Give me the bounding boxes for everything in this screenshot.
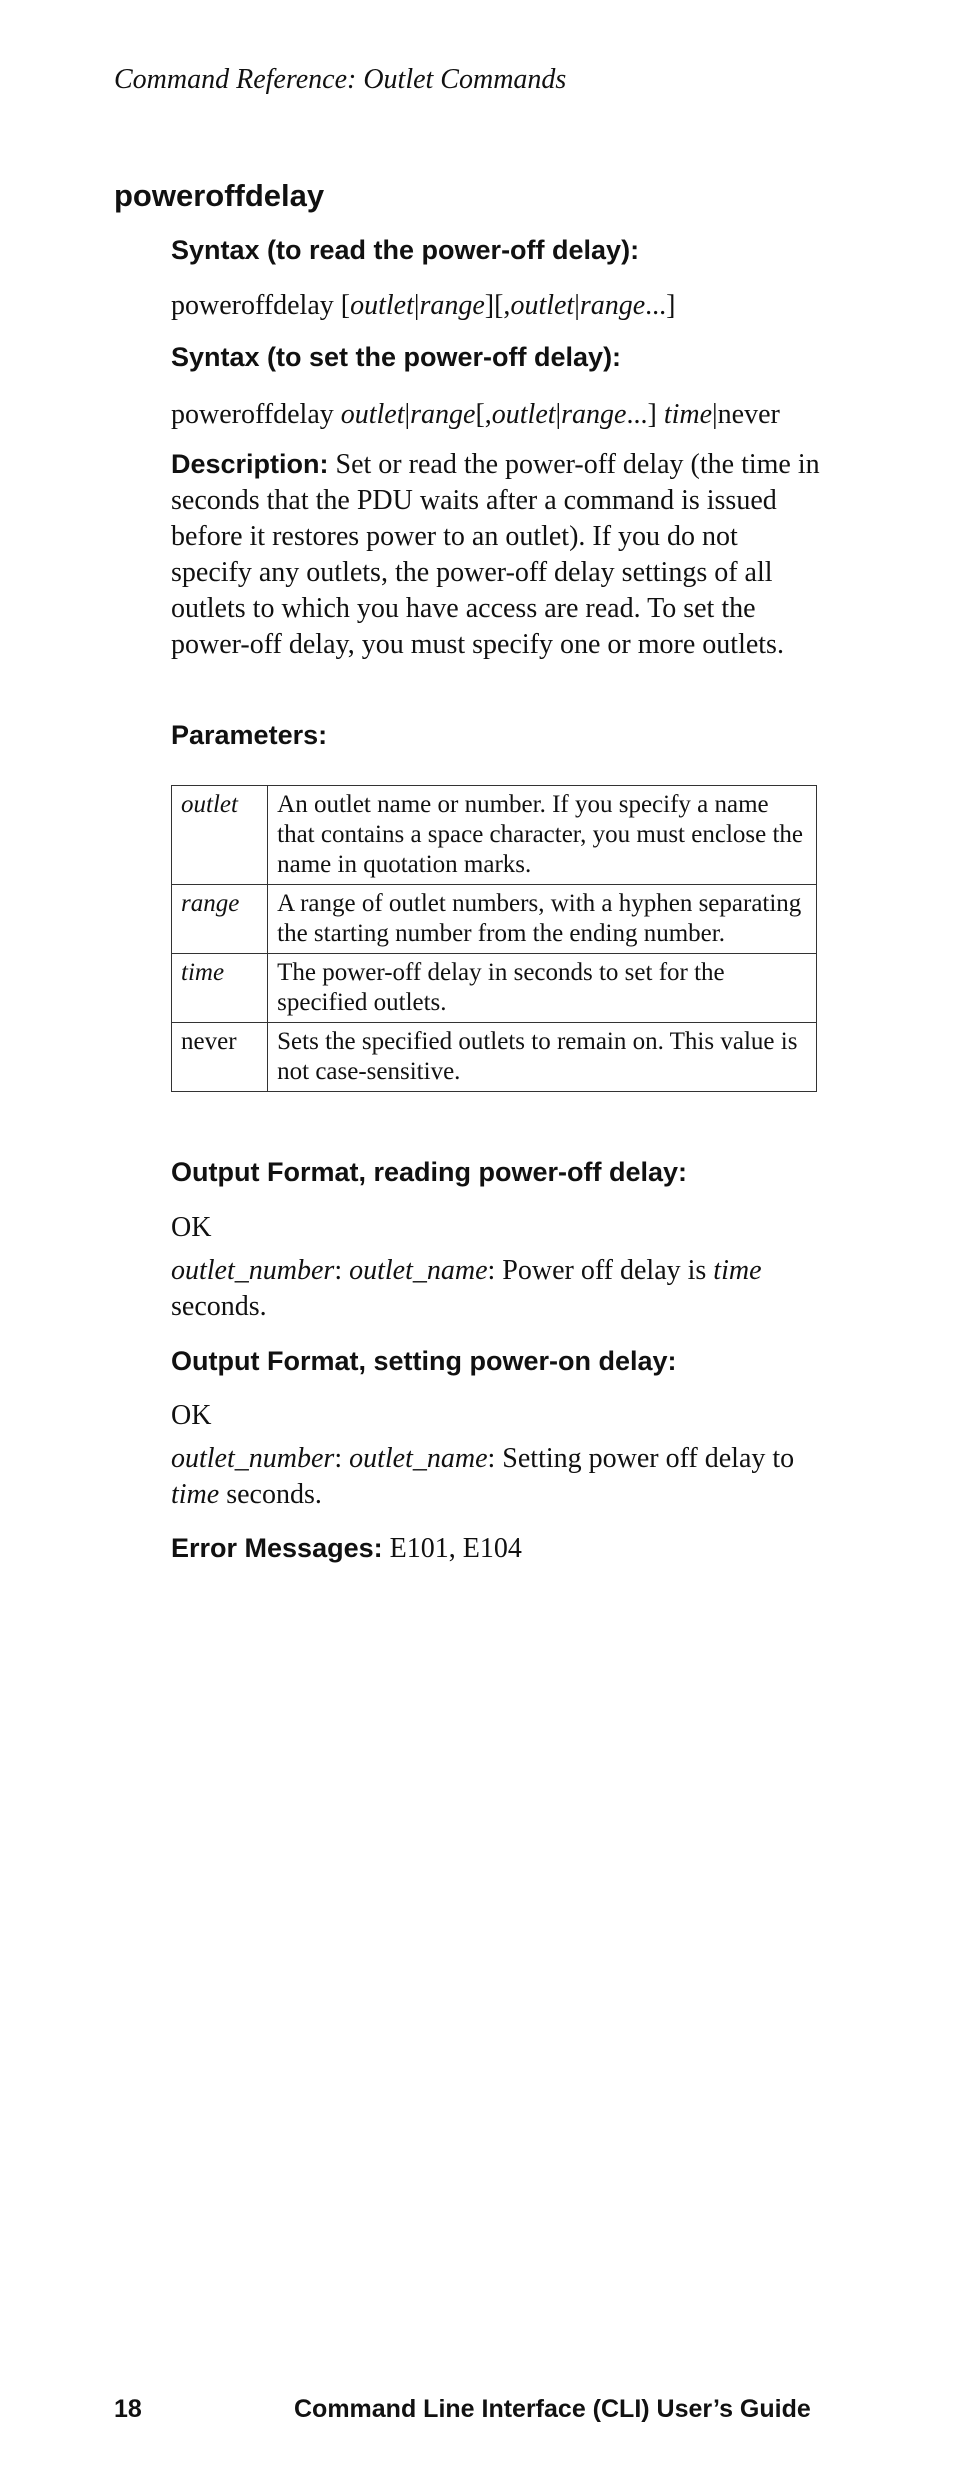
description-text: Set or read the power-off delay (the time in seconds that the PDU waits after a command is issued before it restores power to an outlet). If you do not specify any outlets, the power-off delay settings of all outlets to which you have access are read. To set the power-off delay, you must specify one or more outlets. [171,449,820,660]
syntax-range: range [419,290,485,321]
syntax-set-heading: Syntax (to set the power-off delay): [171,342,622,372]
param-description: A range of outlet numbers, with a hyphen separating the starting number from the ending number. [268,885,817,954]
description-paragraph [171,446,821,663]
table-row [172,885,817,954]
syntax-set-line [171,397,780,433]
syntax-outlet: outlet [350,290,414,321]
syntax-outlet: outlet [491,399,556,430]
syntax-cmd: poweroffdelay [171,399,341,430]
syntax-range: range [579,290,646,321]
syntax-pipe: | [413,290,420,321]
param-name: time [172,954,268,1023]
syntax-pipe: | [574,290,580,321]
syntax-mid: [, [475,399,492,430]
parameters-table [171,785,817,1092]
output-time: time [171,1479,220,1510]
page-number: 18 [114,2395,142,2423]
syntax-mid: ][, [484,290,511,321]
output-read-line [171,1253,821,1325]
output-read-ok: OK [171,1212,212,1243]
syntax-pipe: | [712,399,718,430]
param-name: range [172,885,268,954]
output-tail: seconds. [219,1479,322,1510]
output-set-ok: OK [171,1400,212,1431]
description-label: Description: [171,449,329,479]
syntax-read-line [171,288,675,324]
syntax-pipe: | [555,399,562,430]
output-text: : Setting power off delay to [487,1443,795,1474]
parameters-heading: Parameters: [171,720,328,750]
outlet-number: outlet_number [171,1255,335,1286]
syntax-read-heading: Syntax (to read the power-off delay): [171,235,640,265]
error-codes: E101, E104 [382,1533,522,1564]
outlet-number: outlet_number [171,1443,335,1474]
output-set-heading: Output Format, setting power-on delay: [171,1346,677,1376]
syntax-range: range [561,399,627,430]
error-messages [171,1530,522,1567]
table-row [172,954,817,1023]
param-name: outlet [172,786,268,885]
param-name: never [172,1023,268,1092]
syntax-tail: ...] [645,290,676,321]
output-text: : Power off delay is [487,1255,714,1286]
syntax-time: time [663,399,713,430]
section-title: poweroffdelay [114,178,325,213]
table-row [172,1023,817,1092]
outlet-name: outlet_name [349,1443,488,1474]
syntax-range: range [410,399,476,430]
table-row [172,786,817,885]
footer-guide-title: Command Line Interface (CLI) User’s Guide [294,2395,811,2423]
outlet-name: outlet_name [349,1255,488,1286]
param-description: Sets the specified outlets to remain on. This value is not case-sensitive. [268,1023,817,1092]
param-description: An outlet name or number. If you specify a name that contains a space character, you must enclose the name in quotation marks. [268,786,817,885]
syntax-outlet: outlet [510,290,575,321]
error-label: Error Messages: [171,1533,383,1563]
syntax-never: never [717,399,780,430]
output-read-heading: Output Format, reading power-off delay: [171,1157,688,1187]
separator: : [334,1255,350,1286]
separator: : [334,1443,350,1474]
output-set-line [171,1441,821,1513]
output-time: time [713,1255,762,1286]
running-header: Command Reference: Outlet Commands [114,64,567,95]
syntax-cmd: poweroffdelay [171,290,334,321]
output-tail: seconds. [171,1291,267,1322]
syntax-bracket: [ [333,290,351,321]
param-description: The power-off delay in seconds to set for the specified outlets. [268,954,817,1023]
syntax-tail: ...] [626,399,664,430]
syntax-pipe: | [404,399,411,430]
syntax-outlet: outlet [340,399,405,430]
